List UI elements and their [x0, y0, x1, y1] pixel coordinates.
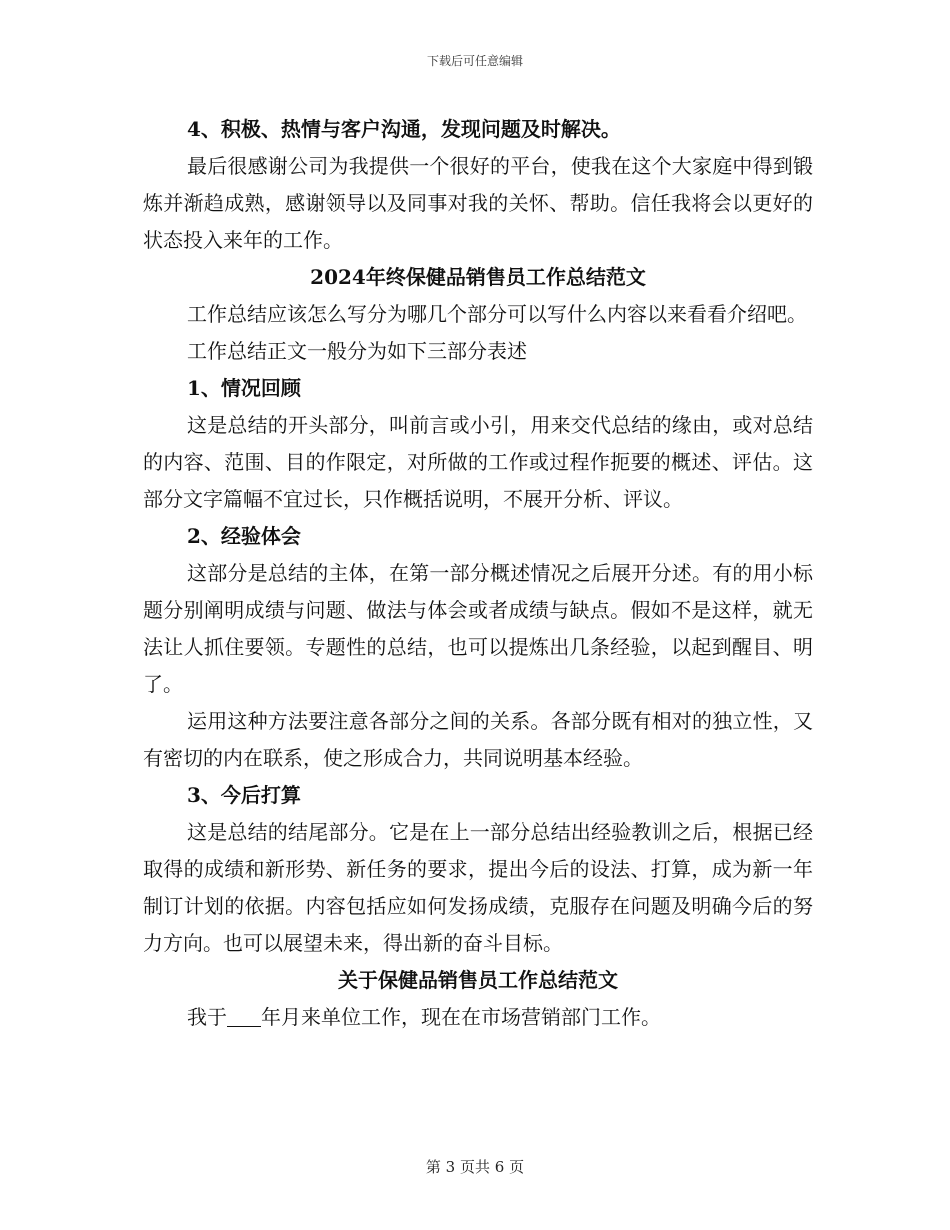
- point-4-heading: 4、积极、热情与客户沟通，发现问题及时解决。: [187, 117, 621, 141]
- closing-paragraph: 最后很感谢公司为我提供一个很好的平台，使我在这个大家庭中得到锻炼并渐趋成熟，感谢领导以及同事对我的关怀、帮助。信任我将会以更好的状态投入来年的工作。: [143, 154, 813, 252]
- heading-plans: 3、今后打算: [187, 783, 301, 807]
- heading-experience: 2、经验体会: [187, 524, 301, 548]
- section-title-about: 关于保健品销售员工作总结范文: [338, 968, 618, 992]
- page-footer: 第 3 页共 6 页: [425, 1158, 525, 1176]
- plans-paragraph: 这是总结的结尾部分。它是在上一部分总结出经验教训之后，根据已经取得的成绩和新形势、新任务的要求，提出今后的设法、打算，成为新一年制订计划的依据。内容包括应如何发扬成绩，克服存在问题及明确今后的努力方向。也可以展望未来，得出新的奋斗目标。: [143, 820, 813, 955]
- last-line-end: 年月来单位工作，现在在市场营销部门工作。: [261, 1005, 661, 1029]
- experience-paragraph-2: 运用这种方法要注意各部分之间的关系。各部分既有相对的独立性，又有密切的内在联系，使之形成合力，共同说明基本经验。: [143, 709, 813, 770]
- last-line-start: 我于: [187, 1005, 227, 1029]
- intro-paragraph: 工作总结应该怎么写分为哪几个部分可以写什么内容以来看看介绍吧。: [187, 302, 807, 326]
- document-body: [143, 111, 813, 1036]
- experience-paragraph-1: 这部分是总结的主体，在第一部分概述情况之后展开分述。有的用小标题分别阐明成绩与问题、做法与体会或者成绩与缺点。假如不是这样，就无法让人抓住要领。专题性的总结，也可以提炼出几条经验，以起到醒目、明了。: [143, 561, 813, 696]
- fill-in-blank: [227, 1006, 261, 1027]
- last-paragraph: [143, 999, 813, 1036]
- page-header: 下载后可任意编辑: [426, 54, 523, 68]
- structure-paragraph: 工作总结正文一般分为如下三部分表述: [187, 339, 527, 363]
- section-title-2024: 2024年终保健品销售员工作总结范文: [310, 265, 646, 289]
- heading-review: 1、情况回顾: [187, 376, 301, 400]
- review-paragraph: 这是总结的开头部分，叫前言或小引，用来交代总结的缘由，或对总结的内容、范围、目的作限定，对所做的工作或过程作扼要的概述、评估。这部分文字篇幅不宜过长，只作概括说明，不展开分析、评议。: [143, 413, 813, 511]
